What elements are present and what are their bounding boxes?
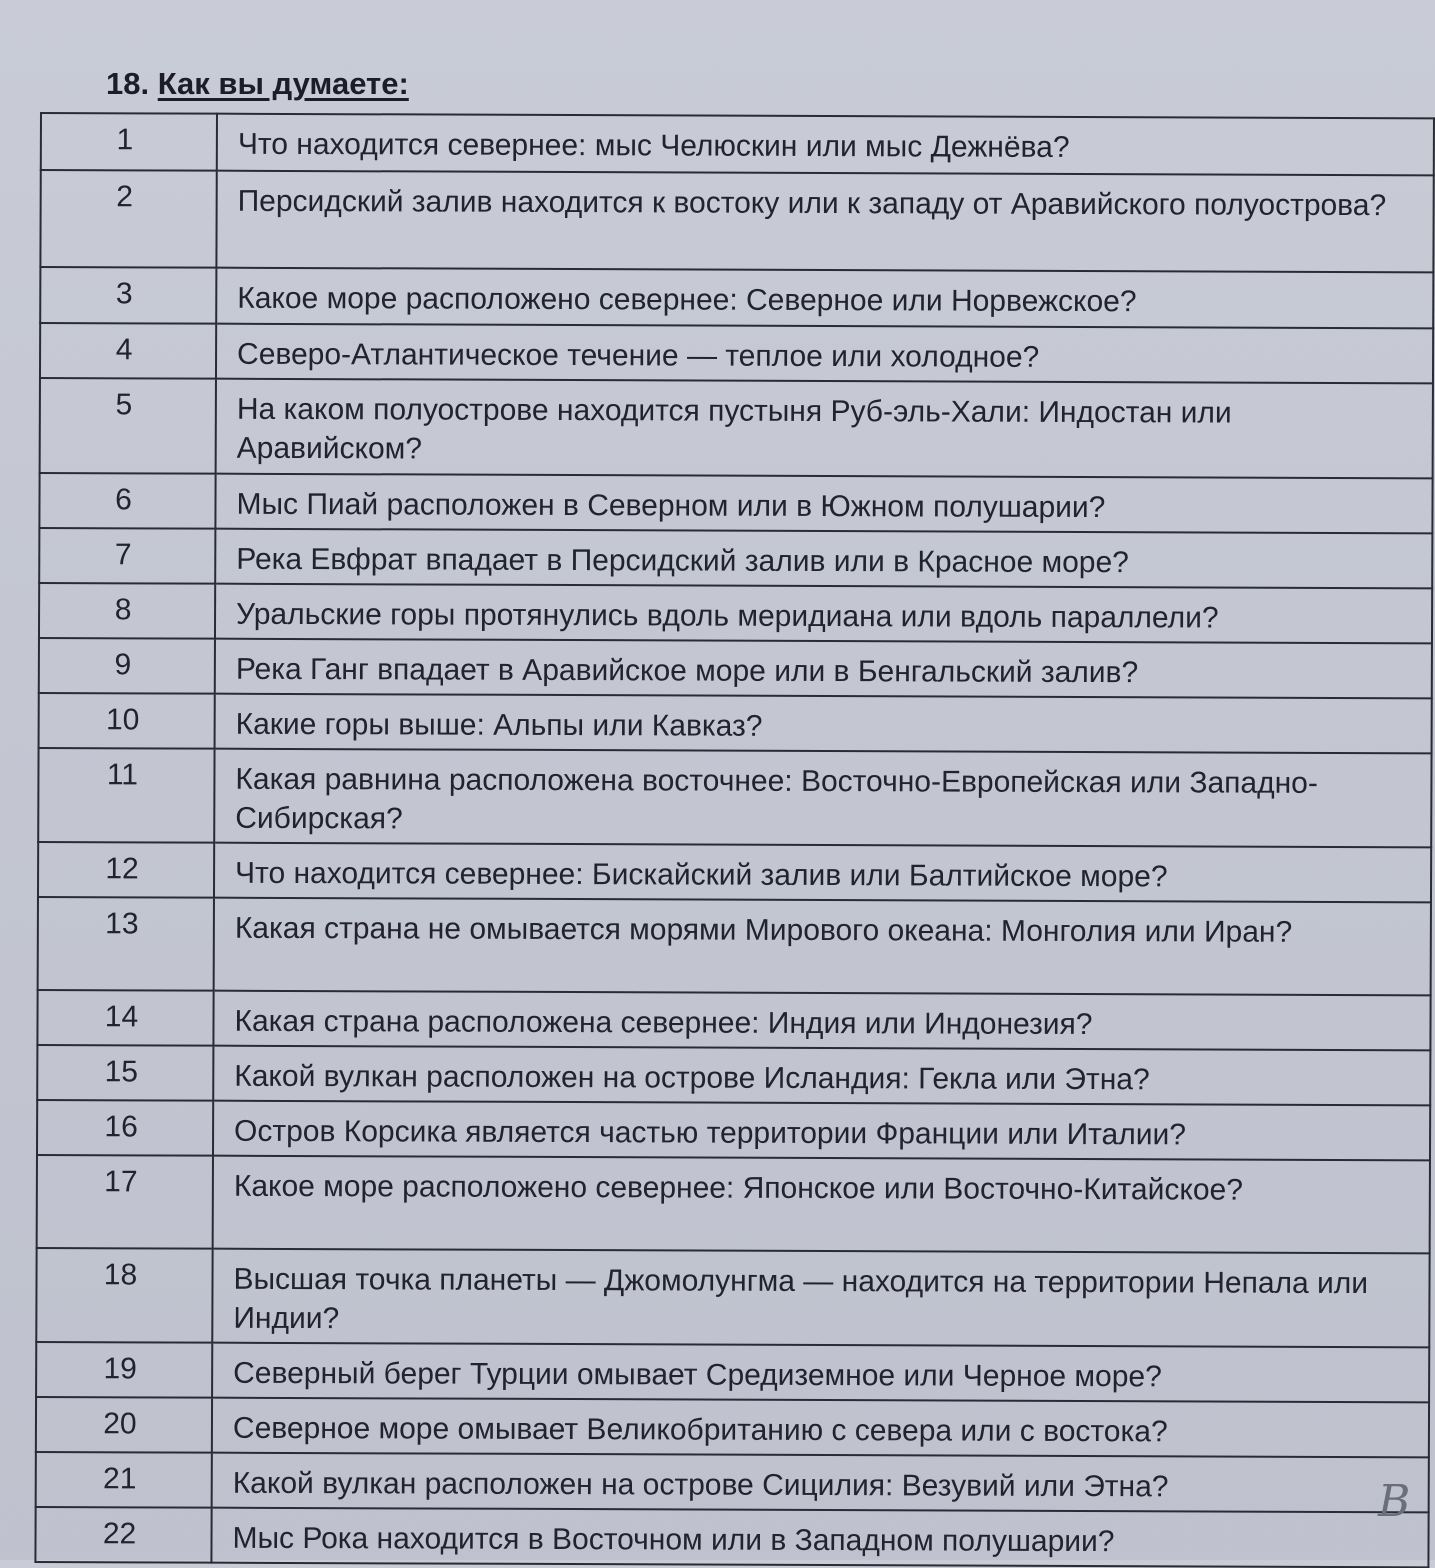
section-heading [106,66,409,102]
table-row [37,1100,1430,1160]
table-row [39,693,1432,753]
table-row [39,583,1432,643]
table-row [40,267,1433,328]
question-number: 12 [38,842,214,898]
table-row [37,990,1430,1050]
table-row [38,748,1431,847]
table-row [39,473,1432,533]
question-number: 2 [40,170,216,268]
question-text: Какое море расположено севернее: Японское или Восточно-Китайское? [213,1156,1430,1254]
question-text: Северо-Атлантическое течение — теплое или холодное? [216,324,1433,384]
table-row [40,170,1433,272]
question-text: Река Евфрат впадает в Персидский залив или в Красное море? [215,529,1432,589]
question-number: 5 [40,378,216,474]
question-text: Мыс Пиай расположен в Северном или в Южном полушарии? [215,474,1432,534]
question-number: 3 [40,267,216,324]
question-text: Какое море расположено севернее: Северное или Норвежское? [216,268,1433,329]
table-row [39,528,1432,588]
question-number: 1 [41,113,217,171]
handwritten-answer-mark: В [1378,1476,1411,1527]
question-number: 22 [35,1507,211,1563]
table-row [38,842,1431,902]
table-row [39,638,1432,698]
question-text: Мыс Рока находится в Восточном или в Западном полушарии? [211,1508,1428,1568]
question-number: 18 [36,1248,212,1343]
questions-table [34,112,1435,1568]
question-number: 4 [40,323,216,379]
table-row [40,323,1433,383]
question-number: 16 [37,1100,213,1156]
table-row [36,1397,1429,1457]
question-text: Какая страна не омывается морями Мирового океана: Монголия или Иран? [214,898,1431,996]
question-text: Остров Корсика является частью территории Франции или Италии? [213,1101,1430,1161]
question-number: 15 [37,1045,213,1101]
question-number: 11 [38,748,214,843]
table-row [36,1342,1429,1402]
question-number: 6 [39,473,215,529]
question-text: Северный берег Турции омывает Средиземное или Черное море? [212,1343,1429,1403]
table-row [36,1248,1429,1347]
question-text: Северное море омывает Великобританию с севера или с востока? [212,1398,1429,1458]
question-number: 9 [39,638,215,694]
question-text: Персидский залив находится к востоку или к западу от Аравийского полуострова? [216,171,1433,273]
question-number: 13 [38,897,214,991]
question-number: 8 [39,583,215,639]
question-text: Какие горы выше: Альпы или Кавказ? [215,694,1432,754]
question-number: 19 [36,1342,212,1398]
question-text: Река Ганг впадает в Аравийское море или в Бенгальский залив? [215,639,1432,699]
question-number: 17 [37,1155,213,1249]
table-row [37,1155,1430,1253]
question-number: 21 [36,1452,212,1508]
section-title: Как вы думаете: [157,66,409,101]
question-text: Какой вулкан расположен на острове Исландия: Гекла или Этна? [213,1046,1430,1106]
question-text: Высшая точка планеты — Джомолунгма — находится на территории Непала или Индии? [212,1249,1429,1348]
question-text: Что находится севернее: мыс Челюскин или мыс Дежнёва? [217,114,1434,176]
question-number: 10 [39,693,215,749]
question-text: Что находится севернее: Бискайский залив или Балтийское море? [214,843,1431,903]
table-row [40,378,1433,478]
section-number: 18. [106,66,150,101]
question-number: 20 [36,1397,212,1453]
table-row [35,1507,1428,1567]
question-text: Какая равнина расположена восточнее: Восточно-Европейская или Западно-Сибирская? [214,749,1431,848]
question-number: 7 [39,528,215,584]
question-text: Какой вулкан расположен на острове Сицилия: Везувий или Этна? [212,1453,1429,1513]
table-row [38,897,1431,995]
table-row [41,113,1434,175]
question-text: На каком полуострове находится пустыня Руб-эль-Хали: Индостан или Аравийском? [216,379,1433,479]
table-row [36,1452,1429,1512]
question-text: Уральские горы протянулись вдоль меридиана или вдоль параллели? [215,584,1432,644]
question-text: Какая страна расположена севернее: Индия или Индонезия? [213,991,1430,1051]
table-row [37,1045,1430,1105]
question-number: 14 [37,990,213,1046]
